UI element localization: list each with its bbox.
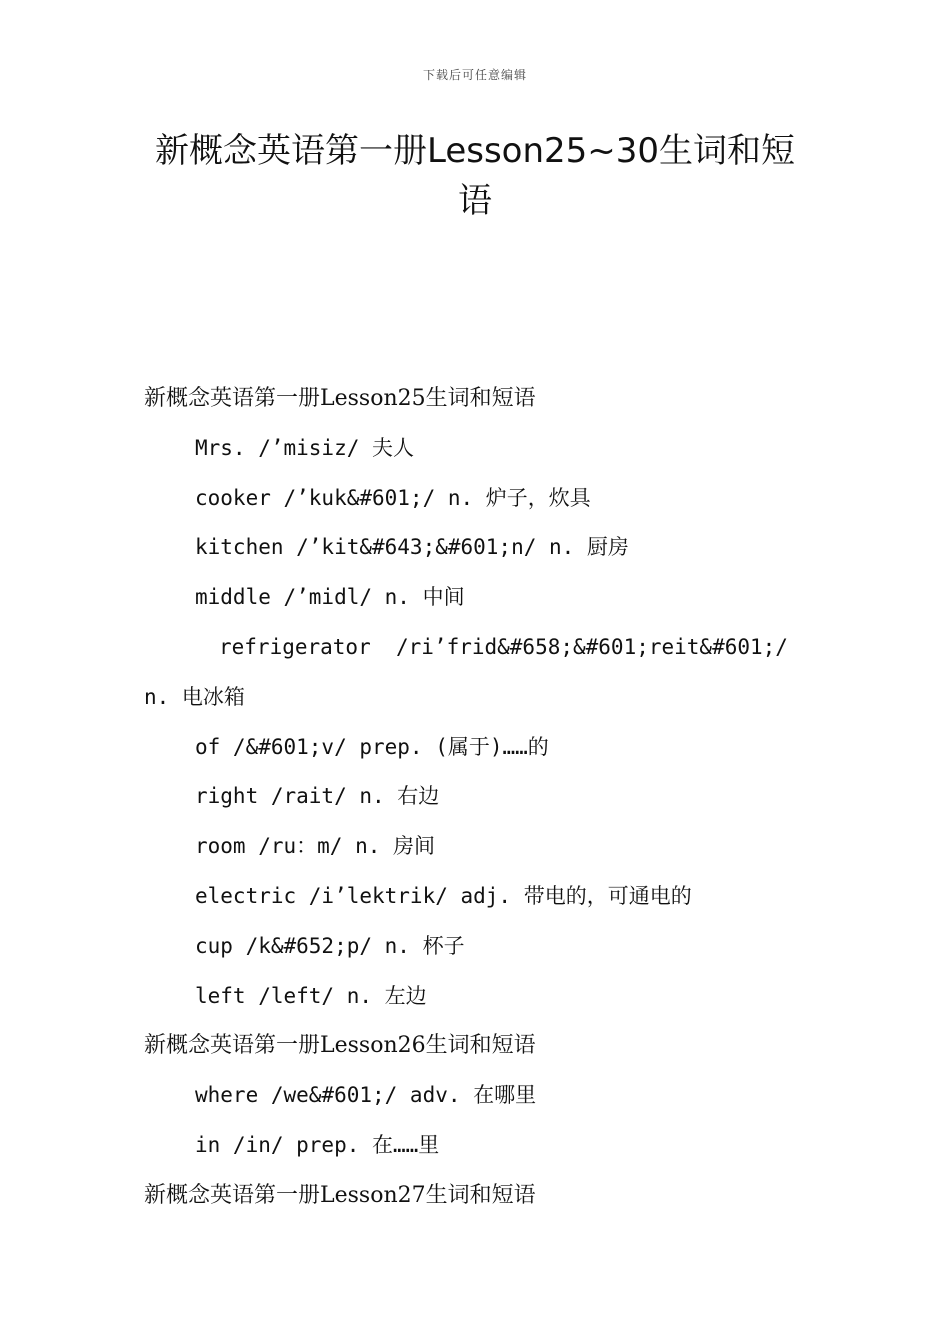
vocab-entry: cooker /’kuk&#601;/ n. 炉子，炊具 [195, 485, 591, 510]
vocab-entry: room /ru：m/ n. 房间 [195, 834, 436, 859]
vocab-entry: kitchen /’kit&#643;&#601;n/ n. 厨房 [195, 535, 629, 560]
vocab-entry: Mrs. /’misiz/ 夫人 [195, 435, 415, 460]
vocab-entry: of /&#601;v/ prep. (属于)……的 [195, 734, 549, 759]
vocab-entry: in /in/ prep. 在……里 [195, 1132, 440, 1157]
section-heading: 新概念英语第一册Lesson26生词和短语 [144, 1033, 536, 1059]
vocab-entry: electric /i’lektrik/ adj. 带电的，可通电的 [195, 883, 692, 908]
vocab-entry: middle /’midl/ n. 中间 [195, 585, 465, 610]
vocab-entry: left /left/ n. 左边 [195, 983, 427, 1008]
vocab-entry: right /rait/ n. 右边 [195, 784, 440, 809]
vocab-entry: cup /k&#652;p/ n. 杯子 [195, 933, 465, 958]
section-heading: 新概念英语第一册Lesson27生词和短语 [144, 1182, 536, 1208]
page-title: 新概念英语第一册Lesson25~30生词和短语 [154, 131, 796, 221]
header-note: 下载后可任意编辑 [422, 68, 527, 82]
vocab-entry: where /we&#601;/ adv. 在哪里 [195, 1083, 537, 1108]
section-heading: 新概念英语第一册Lesson25生词和短语 [144, 386, 536, 411]
vocab-entry: refrigerator /ri’frid&#658;&#601;reit&#601;/ [219, 634, 788, 659]
vocabulary-content [144, 374, 824, 1221]
vocab-entry-continuation: n. 电冰箱 [144, 684, 245, 709]
